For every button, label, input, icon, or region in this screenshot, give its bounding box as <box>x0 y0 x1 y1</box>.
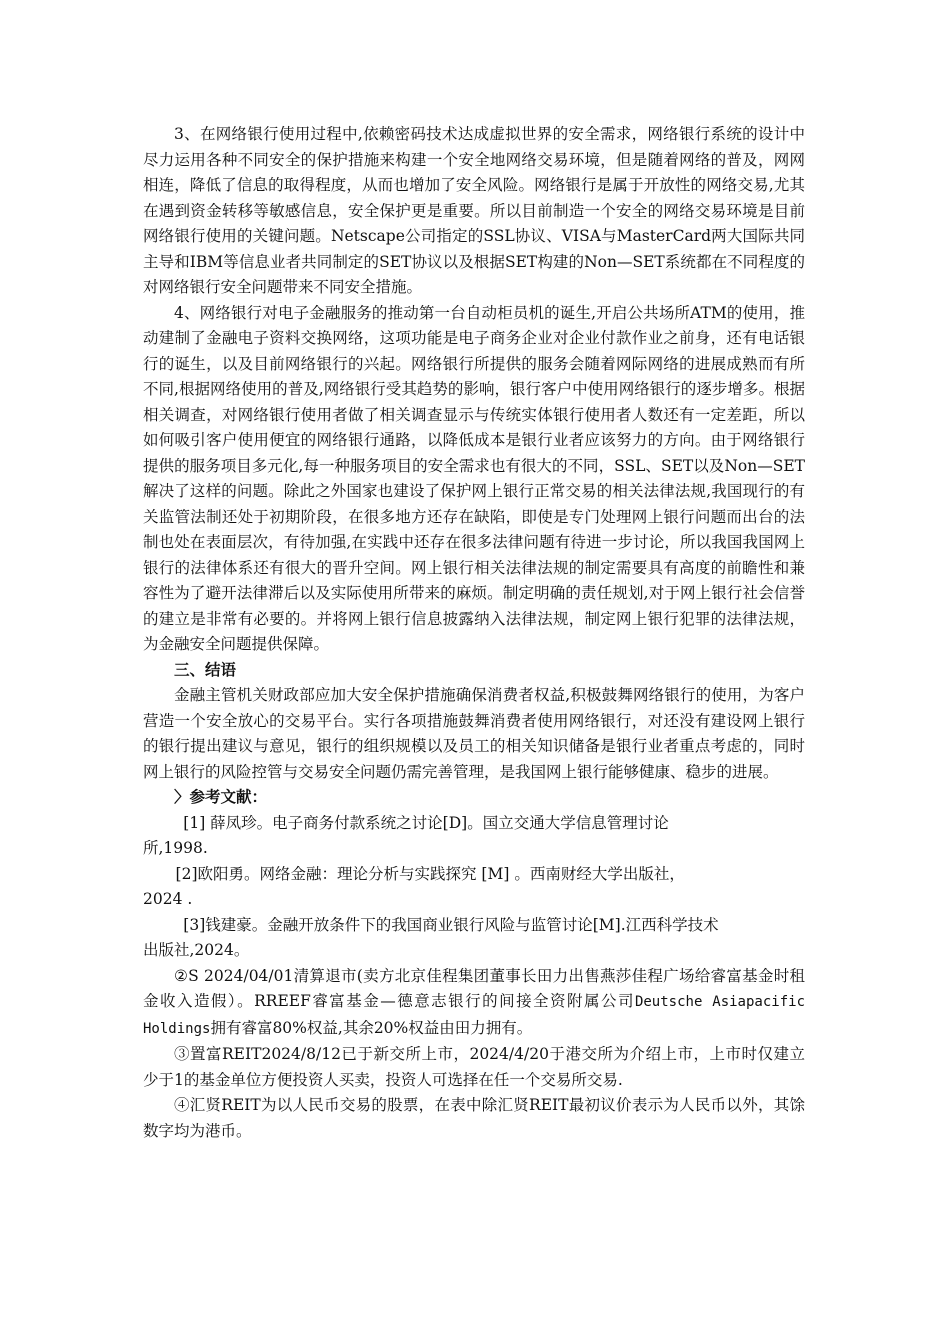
footnote-company-name: Deutsche Asiapacific Holdings <box>143 994 805 1037</box>
footnote-3: ③置富REIT2024/8/12已于新交所上市，2024/4/20于港交所为介绍上市，上市时仅建立少于1的基金单位方便投资人买卖，投资人可选择在任一个交易所交易. <box>143 1045 805 1089</box>
reference-line: 出版社,2024。 <box>143 941 250 959</box>
paragraph-4: 4、网络银行对电子金融服务的推动第一台自动柜员机的诞生,开启公共场所ATM的使用，推动建制了金融电子资料交换网络，这项功能是电子商务企业对企业付款作业之前身，还有电话银行的诞生，以及目前网络银行的兴起。网络银行所提供的服务会随着网际网络的进展成熟而有所不同,根据网络使用的普及,网络银行受其趋势的影响，银行客户中使用网络银行的逐步增多。根据相关调查，对网络银行使用者做了相关调查显示与传统实体银行使用者人数还有一定差距，所以如何吸引客户使用便宜的网络银行通路，以降低成本是银行业者应该努力的方向。由于网络银行提供的服务项目多元化,每一种服务项目的安全需求也有很大的不同，SSL、SET以及Non—SET解决了这样的问题。除此之外国家也建设了保护网上银行正常交易的相关法律法规,我国现行的有关监管法制还处于初期阶段，在很多地方还存在缺陷，即使是专门处理网上银行问题而出台的法制也处在表面层次，有待加强,在实践中还存在很多法律问题有待进一步讨论，所以我国我国网上银行的法律体系还有很大的晋升空间。网上银行相关法律法规的制定需要具有高度的前瞻性和兼容性为了避开法律滞后以及实际使用所带来的麻烦。制定明确的责任规划,对于网上银行社会信誉的建立是非常有必要的。并将网上银行信息披露纳入法律法规，制定网上银行犯罪的法律法规，为金融安全问题提供保障。 <box>143 303 805 653</box>
footnote-text: 拥有睿富80%权益,其余20%权益由田力拥有。 <box>210 1018 533 1037</box>
reference-item <box>143 811 805 862</box>
reference-line: 2024 . <box>143 890 193 908</box>
reference-item <box>143 862 805 913</box>
heading-references: 〉参考文献： <box>174 788 268 806</box>
footnote-text: ②S 2024/04/01清算退市(卖方北京佳程集团董事长田力出售燕莎佳程广场给睿富基金时租金收入造假）。RREEF睿富基金—德意志银行的间接全资附属公司 <box>143 966 805 1010</box>
heading-conclusion: 三、结语 <box>174 660 237 679</box>
reference-line: [2]欧阳勇。网络金融：理论分析与实践探究 [M] 。西南财经大学出版社， <box>175 864 685 883</box>
footnote-2 <box>143 964 805 1043</box>
document-page <box>143 122 805 1144</box>
conclusion-paragraph: 金融主管机关财政部应加大安全保护措施确保消费者权益,积极鼓舞网络银行的使用，为客户营造一个安全放心的交易平台。实行各项措施鼓舞消费者使用网络银行，对还没有建设网上银行的银行提出建议与意见，银行的组织规模以及员工的相关知识储备是银行业者重点考虑的，同时网上银行的风险控管与交易安全问题仍需完善管理，是我国网上银行能够健康、稳步的进展。 <box>143 686 805 781</box>
paragraph-3: 3、在网络银行使用过程中,依赖密码技术达成虚拟世界的安全需求，网络银行系统的设计中尽力运用各种不同安全的保护措施来构建一个安全地网络交易环境，但是随着网络的普及，网网相连，降低了信息的取得程度，从而也增加了安全风险。网络银行是属于开放性的网络交易,尤其在遇到资金转移等敏感信息，安全保护更是重要。所以目前制造一个安全的网络交易环境是目前网络银行使用的关键问题。Netscape公司指定的SSL协议、VISA与MasterCard两大国际共同主导和IBM等信息业者共同制定的SET协议以及根据SET构建的Non—SET系统都在不同程度的对网络银行安全问题带来不同安全措施。 <box>143 125 805 296</box>
reference-line: [3]钱建豪。金融开放条件下的我国商业银行风险与监管讨论[M].江西科学技术 <box>183 915 719 934</box>
reference-item <box>143 913 805 964</box>
reference-line: 所,1998. <box>143 839 208 857</box>
reference-line: [1] 薛凤珍。电子商务付款系统之讨论[D]。国立交通大学信息管理讨论 <box>183 813 669 832</box>
footnote-4: ④汇贤REIT为以人民币交易的股票，在表中除汇贤REIT最初议价表示为人民币以外，其馀数字均为港币。 <box>143 1096 805 1140</box>
